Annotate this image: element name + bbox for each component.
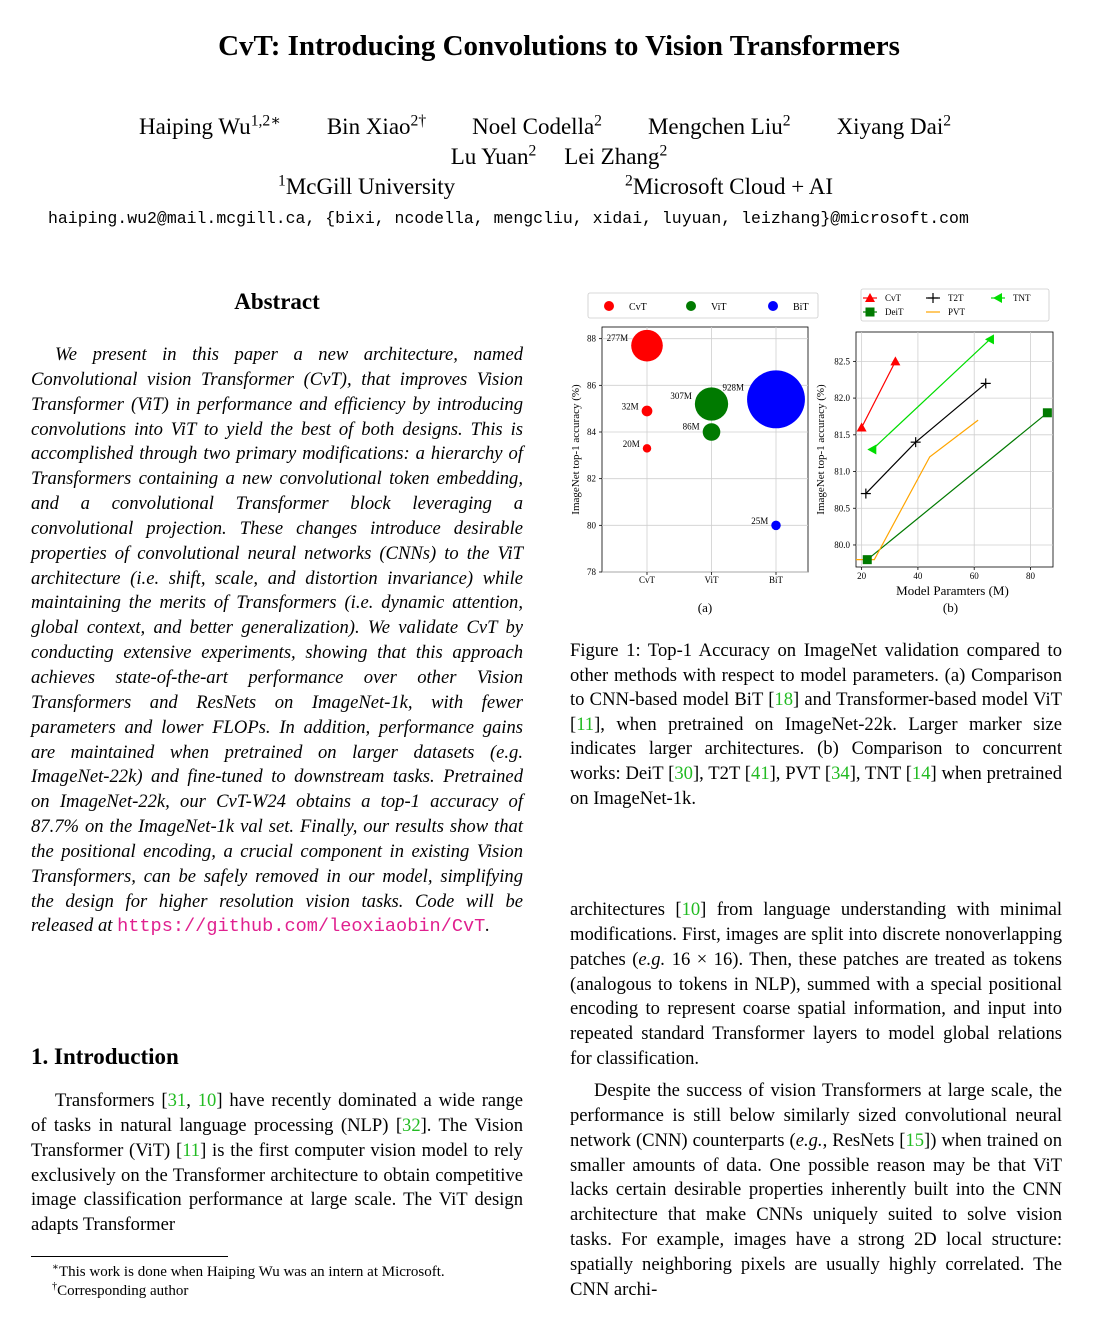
chart-panel-b bbox=[815, 289, 1053, 615]
y-tick-label: 81.5 bbox=[834, 429, 850, 440]
scatter-point bbox=[643, 444, 651, 452]
legend-label: CvT bbox=[629, 302, 647, 313]
figure-1 bbox=[560, 284, 1070, 624]
y-axis-label: ImageNet top-1 accuracy (%) bbox=[570, 384, 582, 515]
x-tick-label: 80 bbox=[1025, 571, 1035, 581]
figure-caption: Figure 1: Top-1 Accuracy on ImageNet validation compared to other methods with respect to model parameters. (a) Comparison to CNN-based model BiT [18] and Transformer-based model ViT [11], when pretrained on ImageNet-22k. Larger marker size indicates larger architectures. (b) Comparison to concurrent works: DeiT [30], T2T [41], PVT [34], TNT [14] when pretrained on ImageNet-1k. bbox=[570, 640, 1062, 809]
citation-link[interactable]: 18 bbox=[774, 689, 793, 711]
code-link[interactable]: https://github.com/leoxiaobin/CvT bbox=[117, 916, 486, 938]
author: Haiping $Wu^{1,2∗}$ bbox=[138, 112, 281, 139]
author-row-1 bbox=[0, 114, 1090, 140]
x-tick-label: 60 bbox=[969, 571, 979, 581]
citation-link[interactable]: 34 bbox=[831, 762, 850, 784]
legend-marker bbox=[768, 301, 778, 311]
citation-link[interactable]: 15 bbox=[905, 1129, 925, 1151]
scatter-point bbox=[631, 330, 663, 362]
point-label: 307M bbox=[670, 391, 692, 402]
panel-label-b: (b) bbox=[942, 600, 959, 615]
y-tick-label: 88 bbox=[587, 333, 596, 344]
legend-marker bbox=[866, 308, 875, 317]
author: Noel Codella$^2$ bbox=[472, 112, 602, 139]
series-point bbox=[863, 555, 872, 564]
citation-link[interactable]: 31 bbox=[167, 1090, 187, 1111]
abstract-heading: Abstract bbox=[234, 289, 320, 314]
y-tick-label: 84 bbox=[587, 427, 596, 437]
x-tick-label: 20 bbox=[857, 571, 867, 581]
y-tick-label: 81.0 bbox=[834, 466, 850, 477]
scatter-point bbox=[642, 406, 653, 417]
y-tick-label: 80.5 bbox=[834, 503, 850, 514]
x-tick-label: CvT bbox=[638, 575, 656, 585]
point-label: 25M bbox=[751, 515, 769, 526]
x-tick-label: 40 bbox=[913, 571, 923, 581]
right-column-paragraph-1: architectures [10] from language understanding with minimal modifications. First, images are split into discrete nonoverlapping patches (e.g. 16 × 16). Then, these patches are treated as tokens (analogous to tokens in NLP), summed with a special positional encoding to represent coarse spatial information, and input into repeated standard Transformer layers to model global relations for classification. bbox=[570, 899, 1062, 1070]
affiliation-1: $^1$McGill University bbox=[278, 172, 456, 199]
citation-link[interactable]: 30 bbox=[674, 762, 693, 784]
right-column-paragraph-2: Despite the success of vision Transformers at large scale, the performance is still below similarly sized convolutional neural network (CNN) counterparts (e.g., ResNets [15]) when trained on smaller amounts of data. One possible reason may be that ViT lacks certain desirable properties inherently built into the CNN architecture that make CNNs uniquely suited to solve vision tasks. For example, images have a strong 2D local structure: spatially neighboring pixels are usually highly correlated. The CNN archi- bbox=[570, 1080, 1062, 1300]
legend-label: T2T bbox=[948, 293, 964, 303]
legend-marker bbox=[604, 301, 614, 311]
chart-panel-a bbox=[570, 293, 818, 615]
citation-link[interactable]: 11 bbox=[576, 713, 595, 735]
legend-label: DeiT bbox=[885, 307, 904, 317]
citation-link[interactable]: 10 bbox=[197, 1090, 217, 1111]
point-label: 86M bbox=[682, 421, 700, 432]
legend-label: PVT bbox=[948, 307, 966, 317]
y-axis-label: ImageNet top-1 accuracy (%) bbox=[815, 384, 827, 515]
y-tick-label: 78 bbox=[587, 567, 596, 577]
footnote-rule bbox=[31, 1256, 228, 1257]
legend-marker bbox=[686, 301, 696, 311]
introduction-heading: 1. Introduction bbox=[31, 1044, 179, 1069]
citation-link[interactable]: 32 bbox=[402, 1114, 421, 1136]
plot-frame bbox=[602, 327, 808, 572]
point-label: 277M bbox=[606, 332, 629, 343]
introduction-paragraph: Transformers [31, 10] have recently dominated a wide range of tasks in natural language processing (NLP) [32]. The Vision Transformer (ViT) [11] is the first computer vision model to rely exclusively on the Transformer architecture to obtain competitive image classification performance at large scale. The ViT design adapts Transformer bbox=[31, 1090, 524, 1236]
footnote-1: ∗This work is done when Haiping Wu was an intern at Microsoft. bbox=[52, 1262, 445, 1280]
citation-link[interactable]: 11 bbox=[182, 1139, 201, 1161]
y-tick-label: 82 bbox=[587, 473, 596, 484]
x-tick-label: BiT bbox=[768, 575, 784, 585]
y-tick-label: 82.5 bbox=[834, 356, 850, 367]
citation-link[interactable]: 41 bbox=[751, 762, 770, 784]
legend-label: TNT bbox=[1013, 293, 1031, 303]
legend-box bbox=[588, 293, 818, 318]
author-emails: haiping.wu2@mail.mcgill.ca, {bixi, ncodella, mengcliu, xidai, luyuan, leizhang}@microsoft.com bbox=[48, 209, 969, 228]
author: Lu Yuan$^2$ bbox=[450, 142, 537, 169]
plot-frame bbox=[856, 332, 1053, 567]
y-tick-label: 86 bbox=[587, 380, 596, 391]
legend-label: BiT bbox=[793, 302, 809, 313]
author: Xiyang Dai$^2$ bbox=[836, 112, 952, 139]
point-label: 32M bbox=[621, 401, 639, 412]
scatter-point bbox=[747, 370, 805, 428]
author: Mengchen Liu$^2$ bbox=[647, 112, 791, 139]
footnote-2: †Corresponding author bbox=[52, 1281, 189, 1299]
scatter-point bbox=[771, 521, 781, 531]
y-tick-label: 80 bbox=[587, 520, 596, 531]
legend-label: ViT bbox=[711, 302, 727, 313]
point-label: 20M bbox=[622, 439, 640, 450]
author-row-2 bbox=[0, 144, 1118, 170]
scatter-point bbox=[703, 423, 721, 441]
y-tick-label: 80.0 bbox=[834, 539, 850, 550]
x-tick-label: ViT bbox=[704, 575, 719, 585]
abstract-text: We present in this paper a new architecture, named Convolutional vision Transformer (CvT), that improves Vision Transformer (ViT) in performance and efficiency by introducing convolutions into ViT to yield the best of both designs. This is accomplished through two primary modifications: a hierarchy of Transformers containing a new convolutional token embedding, and a convolutional Transformer block leveraging a convolutional projection. These changes introduce desirable properties of convolutional neural networks (CNNs) to the ViT architecture (i.e. shift, scale, and distortion invariance) while maintaining the merits of Transformers (i.e. dynamic attention, global context, and better generalization). We validate CvT by conducting extensive experiments, showing that this approach achieves state-of-the-art performance over other Vision Transformers and ResNets on ImageNet-1k, with fewer parameters and lower FLOPs. In addition, performance gains are maintained when pretrained on larger datasets (e.g. ImageNet-22k) and fine-tuned to downstream tasks. Pretrained on ImageNet-22k, our CvT-W24 obtains a top-1 accuracy of 87.7% on the ImageNet-1k val set. Finally, our results show that the positional encoding, a crucial component in existing Vision Transformers, can be safely removed in our model, simplifying the design for higher resolution vision tasks. Code will be released at https://github.com/leoxiaobin/CvT. bbox=[31, 344, 523, 938]
author: Bin Xiao$^{2\dagger}$ bbox=[326, 112, 427, 139]
legend-label: CvT bbox=[885, 293, 902, 303]
y-tick-label: 82.0 bbox=[834, 393, 850, 404]
series-point bbox=[1043, 408, 1052, 417]
citation-link[interactable]: 14 bbox=[911, 762, 931, 784]
citation-link[interactable]: 10 bbox=[681, 899, 701, 920]
paper-title: CvT: Introducing Convolutions to Vision Transformers bbox=[218, 30, 900, 62]
author: Lei Zhang$^2$ bbox=[564, 142, 668, 169]
point-label: 928M bbox=[722, 382, 745, 393]
panel-label-a: (a) bbox=[697, 600, 713, 615]
affiliation-2: $^2$Microsoft Cloud + AI bbox=[625, 172, 833, 199]
x-axis-label: Model Paramters (M) bbox=[896, 583, 1009, 598]
